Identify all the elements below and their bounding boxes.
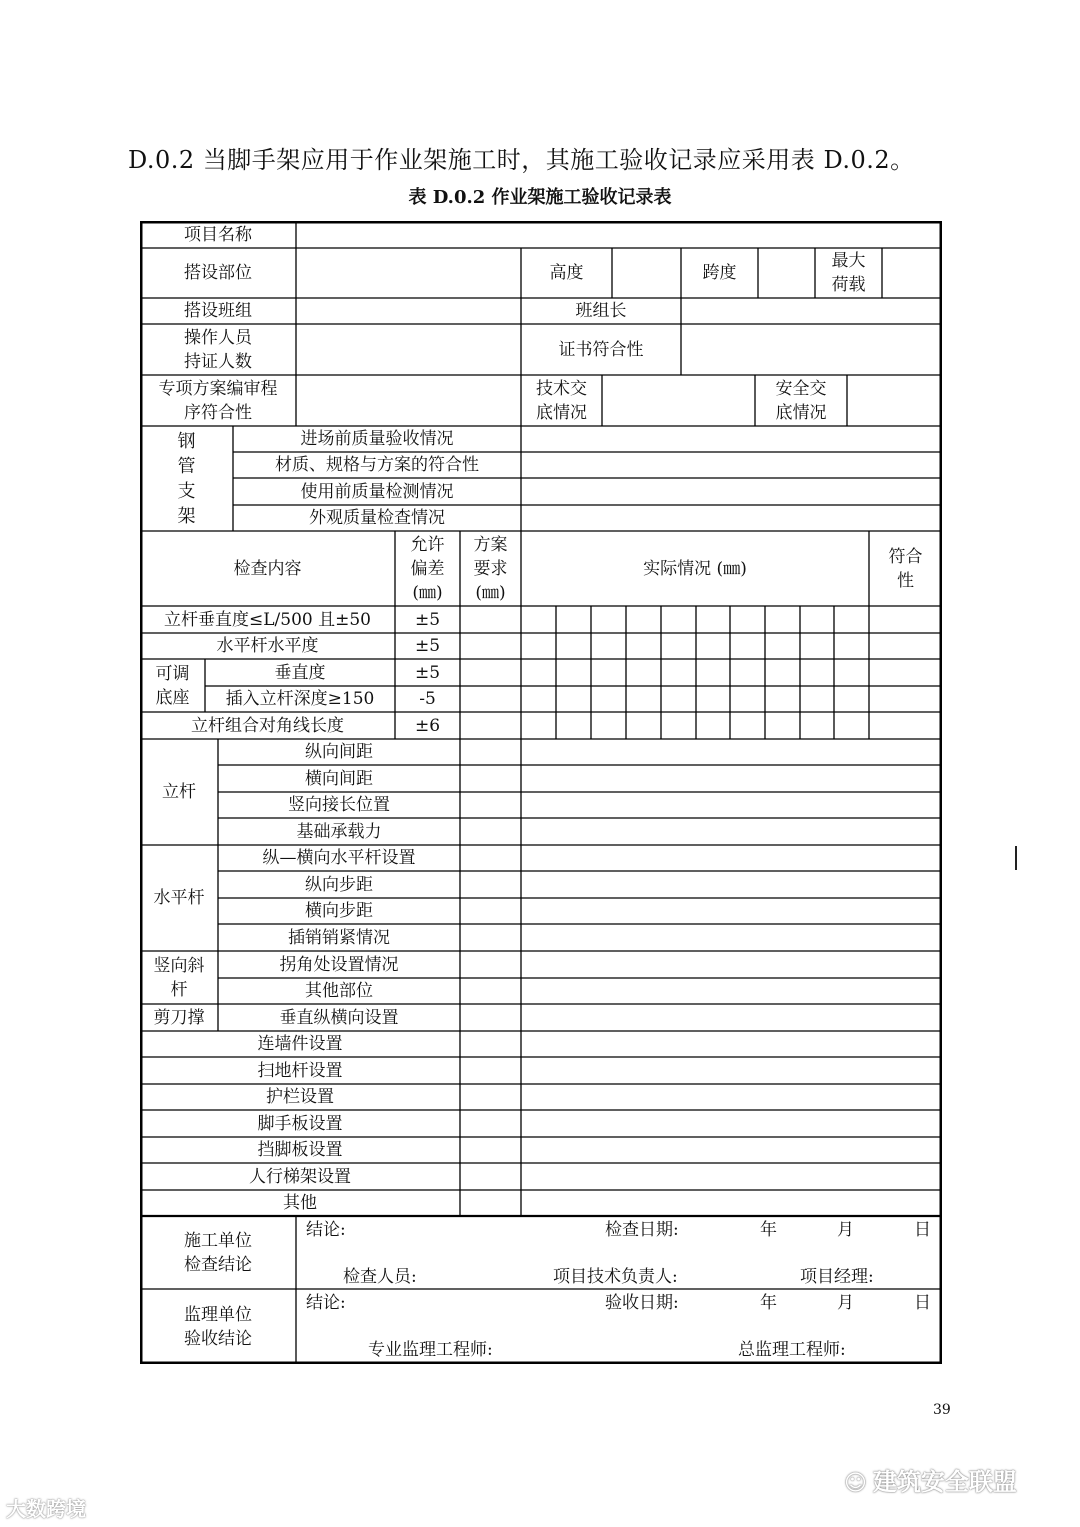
- group-item: 纵向间距: [305, 742, 373, 762]
- supervision-day: 日: [914, 1293, 931, 1313]
- tech-brief-label: 技术交 底情况: [536, 378, 587, 423]
- span-label: 跨度: [702, 263, 737, 283]
- max-load-label: 最大 荷载: [831, 251, 866, 295]
- measured-row-label: 立杆组合对角线长度: [191, 715, 344, 736]
- project-name-label: 项目名称: [184, 224, 252, 245]
- acceptance-table: [140, 221, 942, 1364]
- text-cursor: [1015, 846, 1017, 870]
- wechat-icon: ☺: [844, 1471, 867, 1496]
- steel-pipe-item: 进场前质量验收情况: [300, 429, 454, 449]
- check-content-header: 检查内容: [233, 558, 302, 579]
- construction-day: 日: [914, 1220, 931, 1240]
- plan-requirement-header: 方案 要求 (㎜): [473, 534, 508, 603]
- conformity-header: 符合 性: [888, 546, 923, 591]
- adjustable-base-label: 可调 底座: [155, 663, 190, 708]
- watermark-left: 大数跨境: [6, 1497, 86, 1521]
- supervision-unit-label: 监理单位 验收结论: [184, 1304, 252, 1349]
- team-leader-label: 班组长: [575, 301, 627, 321]
- group-item: 纵—横向水平杆设置: [262, 848, 416, 868]
- group-item: 基础承载力: [296, 821, 382, 842]
- measured-row-tolerance: ±6: [414, 715, 441, 736]
- actual-condition-header: 实际情况 (㎜): [643, 558, 747, 579]
- single-item: 人行梯架设置: [249, 1166, 351, 1187]
- measured-row-tolerance: -5: [419, 689, 436, 709]
- steel-pipe-item: 材质、规格与方案的符合性: [275, 455, 479, 475]
- intro-paragraph: D.0.2 当脚手架应用于作业架施工时，其施工验收记录应采用表 D.0.2。: [128, 146, 915, 174]
- measured-row-label: 插入立杆深度≥150: [225, 689, 375, 709]
- steel-pipe-item: 使用前质量检测情况: [300, 481, 454, 502]
- page-number: 39: [933, 1402, 951, 1418]
- group-label-pole: 立杆: [162, 782, 196, 802]
- group-item: 横向间距: [305, 768, 373, 789]
- watermark-right: [844, 1462, 1017, 1497]
- supervision-month: 月: [837, 1293, 854, 1313]
- erect-part-label: 搭设部位: [184, 263, 252, 283]
- construction-check-date: 检查日期:: [605, 1220, 679, 1240]
- group-label-vertical-diagonal: 竖向斜 杆: [153, 955, 205, 1000]
- construction-tech-lead: 项目技术负责人:: [553, 1267, 678, 1287]
- table-title: 表 D.0.2 作业架施工验收记录表: [408, 187, 672, 208]
- erect-team-label: 搭设班组: [184, 301, 252, 321]
- measured-row-label: 垂直度: [274, 662, 326, 683]
- group-item: 竖向接长位置: [288, 795, 390, 815]
- construction-project-manager: 项目经理:: [800, 1267, 874, 1287]
- supervision-accept-date: 验收日期:: [605, 1293, 679, 1313]
- single-item: 脚手板设置: [257, 1113, 343, 1134]
- height-label: 高度: [549, 263, 584, 283]
- measured-row-tolerance: ±5: [414, 662, 441, 683]
- measured-row-label: 水平杆水平度: [216, 636, 319, 656]
- construction-inspector: 检查人员:: [343, 1267, 417, 1287]
- operators-label: 操作人员 持证人数: [184, 327, 252, 372]
- cert-compliance-label: 证书符合性: [558, 339, 644, 360]
- single-item: 其他: [283, 1193, 317, 1213]
- supervision-chief-engineer: 总监理工程师:: [738, 1340, 846, 1360]
- single-item: 护栏设置: [266, 1087, 334, 1107]
- steel-pipe-item: 外观质量检查情况: [309, 508, 445, 528]
- supervision-engineer: 专业监理工程师:: [368, 1340, 493, 1360]
- measured-row-label: 立杆垂直度≤L/500 且±50: [164, 609, 371, 630]
- group-label-scissor-brace: 剪刀撑: [153, 1007, 205, 1028]
- group-item: 垂直纵横向设置: [279, 1007, 399, 1028]
- construction-month: 月: [837, 1220, 854, 1240]
- group-item: 横向步距: [305, 901, 373, 921]
- steel-pipe-label: 钢 管 支 架: [177, 430, 196, 527]
- safety-brief-label: 安全交 底情况: [775, 378, 827, 423]
- construction-conclusion: 结论:: [306, 1220, 346, 1240]
- group-item: 拐角处设置情况: [279, 954, 399, 975]
- supervision-year: 年: [760, 1293, 777, 1313]
- group-label-horizontal-bar: 水平杆: [153, 888, 205, 908]
- single-item: 扫地杆设置: [257, 1060, 343, 1081]
- special-plan-label: 专项方案编审程 序符合性: [158, 378, 278, 423]
- group-item: 纵向步距: [305, 874, 373, 895]
- group-item: 插销销紧情况: [288, 927, 390, 948]
- tolerance-header: 允许 偏差 (㎜): [410, 534, 445, 603]
- measured-row-tolerance: ±5: [414, 609, 441, 630]
- group-item: 其他部位: [305, 981, 373, 1001]
- construction-year: 年: [760, 1220, 777, 1240]
- measured-row-tolerance: ±5: [414, 636, 441, 656]
- watermark-right-text: 建筑安全联盟: [872, 1468, 1017, 1496]
- construction-unit-label: 施工单位 检查结论: [184, 1230, 252, 1275]
- single-item: 连墙件设置: [257, 1034, 343, 1054]
- single-item: 挡脚板设置: [257, 1140, 343, 1160]
- supervision-conclusion: 结论:: [306, 1293, 346, 1313]
